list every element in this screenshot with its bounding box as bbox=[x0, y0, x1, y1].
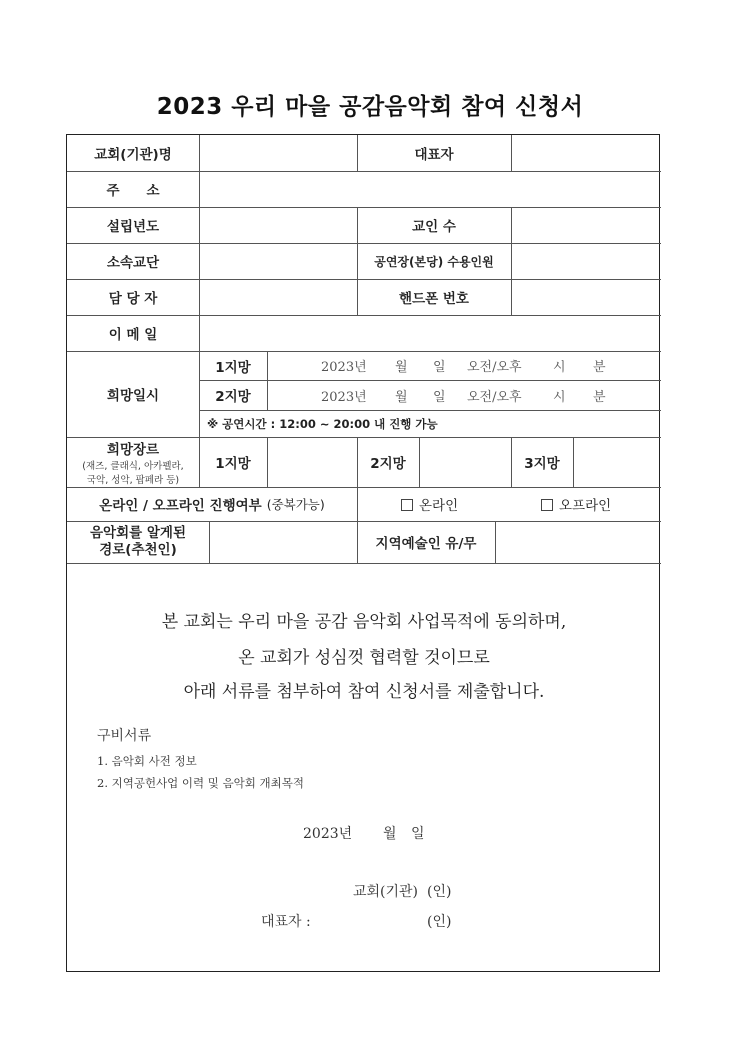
label-address: 주 소 bbox=[106, 183, 160, 199]
address-field[interactable] bbox=[199, 171, 661, 207]
schedule-choice2-field[interactable] bbox=[267, 380, 661, 410]
label-phone: 핸드폰 번호 bbox=[399, 291, 469, 307]
label-representative: 대표자 bbox=[414, 147, 454, 163]
signature-representative: 대표자 : bbox=[261, 914, 311, 930]
phone-field[interactable] bbox=[511, 279, 661, 315]
label-referral-1: 음악회를 알게된 bbox=[90, 525, 186, 541]
contact-person-field[interactable] bbox=[199, 279, 357, 315]
label-genre-choice2: 2지망 bbox=[370, 456, 406, 472]
genre-choice3-field[interactable] bbox=[573, 437, 661, 487]
schedule1-day: 일 bbox=[433, 360, 446, 375]
local-artist-field[interactable] bbox=[495, 521, 661, 563]
online-checkbox[interactable] bbox=[401, 499, 413, 511]
denomination-field[interactable] bbox=[199, 243, 357, 279]
schedule1-ampm: 오전/오후 bbox=[467, 360, 522, 375]
offline-label: 오프라인 bbox=[559, 498, 612, 514]
application-form bbox=[66, 134, 660, 972]
signature-church: 교회(기관) bbox=[353, 884, 419, 900]
online-label: 온라인 bbox=[419, 498, 459, 514]
genre-choice2-field[interactable] bbox=[419, 437, 511, 487]
schedule1-hour: 시 bbox=[553, 360, 566, 375]
label-schedule-choice1: 1지망 bbox=[215, 359, 251, 376]
referral-field[interactable] bbox=[209, 521, 357, 563]
schedule2-ampm: 오전/오후 bbox=[467, 389, 522, 405]
label-schedule: 희망일시 bbox=[106, 388, 160, 404]
label-mode-block bbox=[67, 487, 357, 521]
label-founded-year: 설립년도 bbox=[106, 219, 160, 235]
date-month: 월 bbox=[383, 826, 397, 842]
schedule1-year: 2023년 bbox=[321, 360, 367, 375]
label-contact-person: 담 당 자 bbox=[108, 291, 158, 307]
email-field[interactable] bbox=[199, 315, 661, 351]
offline-option[interactable] bbox=[541, 494, 611, 514]
label-genre-choice1: 1지망 bbox=[215, 456, 251, 472]
signature-seal-1[interactable]: (인) bbox=[427, 884, 452, 900]
statement-line-2: 온 교회가 성심껏 협력할 것이므로 bbox=[238, 648, 490, 668]
label-local-artist: 지역예술인 유/무 bbox=[375, 536, 477, 552]
label-schedule-choice2: 2지망 bbox=[215, 389, 251, 405]
schedule2-month: 월 bbox=[395, 389, 408, 405]
label-genre-choice3: 3지망 bbox=[524, 456, 560, 472]
capacity-field[interactable] bbox=[511, 243, 661, 279]
schedule-choice1-field[interactable] bbox=[267, 351, 661, 380]
offline-checkbox[interactable] bbox=[541, 499, 553, 511]
label-referral-block bbox=[67, 521, 209, 563]
label-genre-block bbox=[67, 437, 199, 487]
schedule2-day: 일 bbox=[433, 389, 446, 405]
label-denomination: 소속교단 bbox=[106, 255, 160, 271]
schedule2-hour: 시 bbox=[553, 389, 566, 405]
church-name-field[interactable] bbox=[199, 135, 357, 171]
form-title: 2023 우리 마을 공감음악회 참여 신청서 bbox=[156, 94, 584, 120]
genre-hint-2: 국악, 성악, 팝페라 등) bbox=[86, 475, 180, 486]
statement-line-1: 본 교회는 우리 마을 공감 음악회 사업목적에 동의하며, bbox=[161, 612, 567, 632]
members-field[interactable] bbox=[511, 207, 661, 243]
founded-year-field[interactable] bbox=[199, 207, 357, 243]
label-capacity: 공연장(본당) 수용인원 bbox=[374, 254, 494, 269]
label-genre: 희망장르 bbox=[106, 442, 160, 458]
label-members: 교인 수 bbox=[412, 219, 456, 235]
signature-seal-2[interactable]: (인) bbox=[427, 914, 452, 930]
genre-choice1-field[interactable] bbox=[267, 437, 357, 487]
schedule2-minute: 분 bbox=[593, 389, 606, 405]
mode-options bbox=[357, 487, 661, 521]
document-item-2: 2. 지역공헌사업 이력 및 음악회 개최목적 bbox=[97, 776, 304, 790]
representative-field[interactable] bbox=[511, 135, 661, 171]
schedule1-month: 월 bbox=[395, 360, 408, 375]
label-referral-2: 경로(추천인) bbox=[99, 542, 177, 558]
schedule1-minute: 분 bbox=[593, 360, 606, 375]
schedule-note: ※ 공연시간 : 12:00 ~ 20:00 내 진행 가능 bbox=[207, 416, 438, 431]
statement-line-3: 아래 서류를 첨부하여 참여 신청서를 제출합니다. bbox=[183, 682, 545, 702]
date-year: 2023년 bbox=[303, 826, 353, 842]
genre-hint-1: (재즈, 클래식, 아카펠라, bbox=[82, 461, 184, 472]
documents-heading: 구비서류 bbox=[97, 728, 152, 744]
label-church-name: 교회(기관)명 bbox=[94, 147, 172, 163]
schedule2-year: 2023년 bbox=[321, 389, 367, 405]
mode-hint: (중복가능) bbox=[266, 497, 325, 512]
label-mode: 온라인 / 오프라인 진행여부 bbox=[99, 498, 262, 514]
label-email: 이 메 일 bbox=[108, 327, 158, 343]
online-option[interactable] bbox=[401, 494, 458, 514]
date-day: 일 bbox=[411, 826, 425, 842]
document-item-1: 1. 음악회 사전 정보 bbox=[97, 754, 197, 768]
